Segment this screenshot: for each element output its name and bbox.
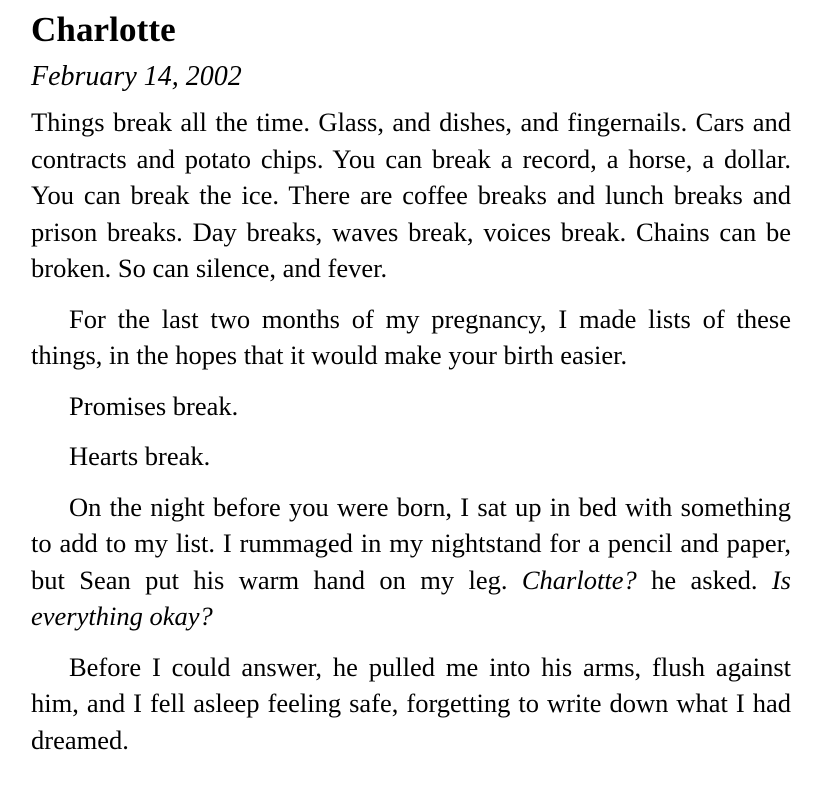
paragraph-5-run-1: On the night before you were born, I sat up in bed with something to add to my list. I rummaged in my nightstand for a pencil and paper, but Sean put his warm hand on my leg.	[31, 491, 791, 595]
paragraph-1: Things break all the time. Glass, and dishes, and fingernails. Cars and contracts and potato chips. You can break a record, a horse, a dollar. You can break the ice. There are coffee breaks and lunch breaks and prison breaks. Day breaks, waves break, voices break. Chains can be broken. So can silence, and fever.	[31, 107, 791, 283]
page-title: Charlotte	[31, 10, 176, 49]
paragraph-5	[31, 489, 791, 635]
paragraph-5-run-4-italic: Is everything okay?	[31, 564, 791, 631]
paragraph-3: Promises break.	[69, 390, 239, 421]
paragraph-4: Hearts break.	[69, 441, 211, 471]
paragraph-6: Before I could answer, he pulled me into his arms, flush against him, and I fell asleep feeling safe, forgetting to write down what I had dreamed.	[31, 651, 791, 755]
paragraph-2: For the last two months of my pregnancy, I made lists of these things, in the hopes that it would make your birth easier.	[31, 303, 791, 370]
document-date: February 14, 2002	[31, 61, 242, 92]
paragraph-5-run-3: he asked.	[636, 564, 772, 595]
paragraph-5-run-2-italic: Charlotte?	[521, 564, 637, 595]
